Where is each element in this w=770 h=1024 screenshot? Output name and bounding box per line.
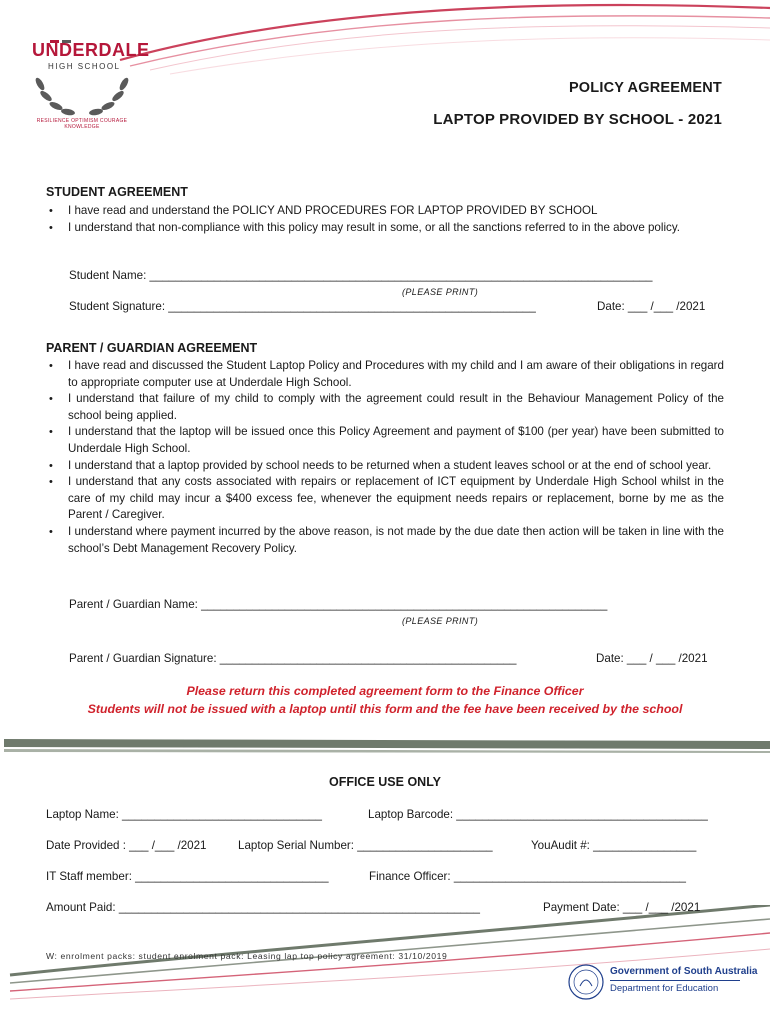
print-note: (PLEASE PRINT) bbox=[402, 287, 479, 297]
laurel-wreath-icon bbox=[22, 14, 142, 134]
it-staff-field[interactable]: IT Staff member: ______________________________ bbox=[46, 870, 329, 883]
gov-line-divider bbox=[610, 980, 740, 981]
finance-officer-field[interactable]: Finance Officer: ____________________________________ bbox=[369, 870, 686, 883]
student-signature-field[interactable]: Student Signature: _________________________________________________________ bbox=[69, 300, 536, 313]
list-item: • I understand that the laptop will be issued once this Policy Agreement and payment of $100 (per year) have been submitted to Underdale High School. bbox=[46, 424, 724, 457]
school-motto: RESILIENCE OPTIMISM COURAGE KNOWLEDGE bbox=[36, 118, 128, 130]
list-item: • I understand that non-compliance with this policy may result in some, or all the sanctions referred to in the above policy. bbox=[46, 220, 724, 237]
school-subtitle: HIGH SCHOOL bbox=[48, 62, 121, 71]
return-notice: Please return this completed agreement form to the Finance Officer bbox=[186, 684, 584, 698]
gov-name: Government of South Australia bbox=[610, 966, 758, 977]
divider-band bbox=[0, 733, 770, 761]
student-name-field[interactable]: Student Name: ______________________________________________________________________________ bbox=[69, 269, 653, 282]
payment-date-field[interactable]: Payment Date: ___ /___ /2021 bbox=[543, 901, 701, 914]
page-subtitle: LAPTOP PROVIDED BY SCHOOL - 2021 bbox=[433, 111, 722, 128]
serial-number-field[interactable]: Laptop Serial Number: _____________________ bbox=[238, 839, 493, 852]
page-title: POLICY AGREEMENT bbox=[568, 80, 722, 96]
list-item: • I have read and understand the POLICY AND PROCEDURES FOR LAPTOP PROVIDED BY SCHOOL bbox=[46, 203, 724, 220]
list-item: • I understand that a laptop provided by school needs to be returned when a student leaves school or at the end of school year. bbox=[46, 458, 724, 475]
school-logo bbox=[22, 14, 150, 134]
list-item: • I have read and discussed the Student Laptop Policy and Procedures with my child and I am aware of their obligations in regard to appropriate computer use at Underdale High School. bbox=[46, 358, 724, 391]
office-use-heading: OFFICE USE ONLY bbox=[328, 775, 442, 789]
student-agreement-heading: STUDENT AGREEMENT bbox=[46, 185, 188, 199]
parent-date-field[interactable]: Date: ___ / ___ /2021 bbox=[596, 652, 708, 665]
student-bullets bbox=[46, 203, 724, 236]
parent-name-field[interactable]: Parent / Guardian Name: _______________________________________________________________ bbox=[69, 598, 608, 611]
parent-signature-field[interactable]: Parent / Guardian Signature: ______________________________________________ bbox=[69, 652, 517, 665]
amount-paid-field[interactable]: Amount Paid: ________________________________________________________ bbox=[46, 901, 480, 914]
laptop-name-field[interactable]: Laptop Name: _______________________________ bbox=[46, 808, 322, 821]
list-item: • I understand where payment incurred by the above reason, is not made by the due date then action will be taken in line with the school’s Debt Management Recovery Policy. bbox=[46, 524, 724, 557]
file-path-note: W: enrolment packs: student enrolment pack: Leasing lap top policy agreement: 31/10/2019 bbox=[46, 951, 448, 961]
parent-agreement-heading: PARENT / GUARDIAN AGREEMENT bbox=[46, 341, 258, 355]
list-item: • I understand that any costs associated with repairs or replacement of ICT equipment by Underdale High School whilst in the care of my child may incur a $400 excess fee, whenever the equipment needs repairs or replacement, borne by me as the Parent / Caregiver. bbox=[46, 474, 724, 524]
student-date-field[interactable]: Date: ___ /___ /2021 bbox=[597, 300, 706, 313]
government-crest-icon bbox=[566, 962, 606, 1002]
parent-bullets bbox=[46, 358, 724, 557]
youaudit-field[interactable]: YouAudit #: ________________ bbox=[531, 839, 697, 852]
laptop-barcode-field[interactable]: Laptop Barcode: _______________________________________ bbox=[368, 808, 708, 821]
school-name: UNDERDALE bbox=[32, 40, 150, 60]
government-logo bbox=[566, 962, 758, 1002]
laptop-issue-notice: Students will not be issued with a laptop until this form and the fee have been received by the school bbox=[87, 702, 683, 716]
list-item: • I understand that failure of my child to comply with the agreement could result in the Behaviour Management Policy of the school being applied. bbox=[46, 391, 724, 424]
department-name: Department for Education bbox=[610, 983, 719, 994]
print-note: (PLEASE PRINT) bbox=[402, 616, 479, 626]
date-provided-field[interactable]: Date Provided : ___ /___ /2021 bbox=[46, 839, 207, 852]
